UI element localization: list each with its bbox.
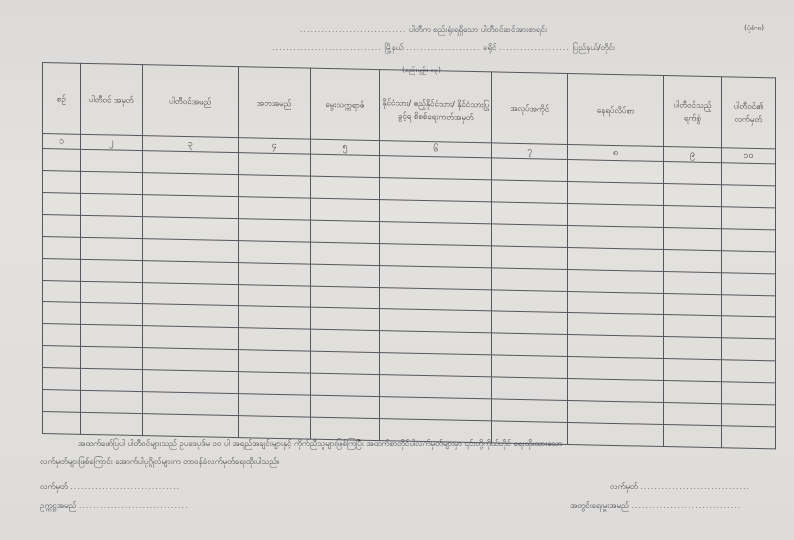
table-cell[interactable] — [142, 194, 238, 218]
table-cell[interactable] — [43, 368, 81, 391]
table-cell[interactable] — [721, 185, 775, 208]
table-cell[interactable] — [310, 264, 380, 287]
table-cell[interactable] — [142, 238, 238, 262]
table-cell[interactable] — [310, 220, 380, 243]
table-cell[interactable] — [721, 404, 775, 427]
table-cell[interactable] — [568, 269, 664, 293]
col-header-id-card: နိုင်ငံသား/ ဧည့်နိုင်ငံသား/ နိုင်ငံသားပြုခွင့်ရ စိစစ်ရေးကတ်အမှတ် — [380, 70, 492, 143]
table-cell[interactable] — [492, 158, 568, 182]
table-cell[interactable] — [380, 199, 492, 223]
table-cell[interactable] — [380, 309, 492, 333]
col-header-serial: စဉ် — [43, 63, 81, 135]
col-number: ၂ — [80, 134, 142, 150]
col-number: ၁၀ — [721, 148, 775, 164]
table-cell[interactable] — [142, 304, 238, 328]
township-label: မြို့နယ် — [384, 43, 404, 52]
table-cell[interactable] — [664, 227, 722, 250]
rule-note: (စည်းမျဥ်း ၁၃) — [402, 66, 441, 74]
table-cell[interactable] — [664, 425, 722, 448]
table-cell[interactable] — [142, 326, 238, 350]
table-cell[interactable] — [142, 173, 238, 197]
table-cell[interactable] — [80, 325, 142, 348]
table-cell[interactable] — [492, 355, 568, 379]
table-cell[interactable] — [721, 207, 775, 230]
table-cell[interactable] — [310, 373, 380, 396]
table-cell[interactable] — [380, 156, 492, 180]
table-cell[interactable] — [142, 414, 238, 438]
table-cell[interactable] — [43, 280, 81, 303]
col-number: ၉ — [664, 147, 722, 163]
certification-note-line1: အထက်ဖော်ပြပါ ပါတီဝင်များသည် ဥပဒေပုဒ်မ ၁၀ ပါ အရည်အချင်းများနှင့် ကိုက်ညီသူများဖြစ်ကြပြီး အထက်စာတိုင်ပါလက်မှတ်များမှာ ၎င်းတို့ကိုယ်တိုင် ရေးထိုးထားသော — [78, 439, 563, 448]
table-cell[interactable] — [568, 335, 664, 359]
secretary-signature-line — [610, 481, 750, 493]
col-number: ၁ — [43, 134, 81, 150]
table-cell[interactable] — [43, 192, 81, 215]
register-body — [43, 149, 776, 449]
table-cell[interactable] — [43, 412, 81, 435]
table-cell[interactable] — [43, 236, 81, 259]
table-cell[interactable] — [43, 214, 81, 237]
table-cell[interactable] — [380, 178, 492, 202]
table-cell[interactable] — [721, 294, 775, 317]
col-number: ၈ — [568, 145, 664, 162]
table-cell[interactable] — [310, 154, 380, 177]
col-header-signature: ပါတီဝင်၏ လက်မှတ် — [721, 77, 775, 149]
table-cell[interactable] — [568, 181, 664, 205]
table-cell[interactable] — [238, 262, 310, 285]
chair-name-line — [40, 500, 189, 512]
secretary-signature-field[interactable]: ............................... — [640, 482, 751, 491]
col-number: ၃ — [142, 136, 238, 153]
table-cell[interactable] — [568, 203, 664, 227]
table-cell[interactable] — [568, 401, 664, 425]
form-title: ပါတီက စည်းရုံးရရှိသော ပါတီဝင်ဆင်အားစာရင်း — [408, 25, 547, 34]
table-cell[interactable] — [664, 337, 722, 360]
chair-name-label: ဥက္ကဋ္ဌအမည် — [40, 501, 77, 510]
table-cell[interactable] — [380, 265, 492, 289]
state-label: ပြည်နယ်/တိုင်း — [572, 43, 615, 52]
table-cell[interactable] — [568, 357, 664, 381]
table-cell[interactable] — [238, 306, 310, 329]
table-cell[interactable] — [142, 348, 238, 372]
col-header-address: နေရပ်လိပ်စာ — [568, 74, 664, 147]
col-header-member-no: ပါတီဝင် အမှတ် — [80, 63, 142, 135]
table-cell[interactable] — [80, 149, 142, 172]
table-cell[interactable] — [43, 346, 81, 369]
title-dots: .............................. — [300, 25, 407, 34]
table-cell[interactable] — [238, 175, 310, 198]
table-cell[interactable] — [664, 293, 722, 316]
table-cell[interactable] — [43, 324, 81, 347]
table-cell[interactable] — [721, 272, 775, 295]
table-cell[interactable] — [492, 289, 568, 313]
table-cell[interactable] — [492, 202, 568, 226]
table-cell[interactable] — [310, 329, 380, 352]
table-cell[interactable] — [721, 382, 775, 405]
state-dots: .................... — [499, 43, 570, 52]
table-cell[interactable] — [238, 218, 310, 241]
table-cell[interactable] — [492, 246, 568, 270]
table-cell[interactable] — [238, 328, 310, 351]
table-cell[interactable] — [568, 313, 664, 337]
form-code: (ပုံစံ-၈) — [744, 24, 764, 32]
table-cell[interactable] — [238, 153, 310, 176]
table-cell[interactable] — [380, 375, 492, 399]
table-cell[interactable] — [492, 399, 568, 423]
col-number: ၆ — [380, 141, 492, 158]
table-cell[interactable] — [568, 379, 664, 403]
table-cell[interactable] — [380, 221, 492, 245]
table-cell[interactable] — [664, 249, 722, 272]
table-cell[interactable] — [380, 397, 492, 421]
table-cell[interactable] — [43, 149, 81, 172]
table-cell[interactable] — [43, 302, 81, 325]
table-cell[interactable] — [80, 412, 142, 435]
table-cell[interactable] — [721, 163, 775, 186]
table-cell[interactable] — [664, 162, 722, 185]
table-cell[interactable] — [568, 423, 664, 447]
table-cell[interactable] — [80, 347, 142, 370]
table-cell[interactable] — [380, 331, 492, 355]
col-number: ၄ — [238, 138, 310, 155]
table-cell[interactable] — [80, 390, 142, 413]
table-cell[interactable] — [664, 359, 722, 382]
table-cell[interactable] — [721, 426, 775, 449]
table-cell[interactable] — [80, 281, 142, 304]
table-cell[interactable] — [80, 237, 142, 260]
table-cell[interactable] — [380, 243, 492, 267]
table-cell[interactable] — [43, 258, 81, 281]
table-cell[interactable] — [721, 316, 775, 339]
table-cell[interactable] — [310, 395, 380, 418]
table-cell[interactable] — [238, 394, 310, 417]
col-header-birth-date: မွေးသက္ကရာဇ် — [310, 68, 380, 140]
table-cell[interactable] — [43, 170, 81, 193]
table-cell[interactable] — [142, 370, 238, 394]
table-cell[interactable] — [238, 350, 310, 373]
col-header-member-name: ပါတီဝင်အမည် — [142, 65, 238, 138]
table-cell[interactable] — [492, 180, 568, 204]
secretary-name-label: အတွင်းရေးမှူးအမည် — [570, 501, 629, 510]
table-cell[interactable] — [568, 160, 664, 184]
table-cell[interactable] — [492, 268, 568, 292]
table-cell[interactable] — [492, 311, 568, 335]
table-cell[interactable] — [142, 392, 238, 416]
table-cell[interactable] — [238, 196, 310, 219]
table-cell[interactable] — [568, 291, 664, 315]
table-cell[interactable] — [238, 240, 310, 263]
secretary-signature-label: လက်မှတ် — [610, 482, 638, 491]
chair-name-field[interactable]: ............................... — [78, 501, 189, 510]
table-cell[interactable] — [721, 360, 775, 383]
table-cell[interactable] — [238, 284, 310, 307]
location-line — [272, 42, 615, 54]
table-cell[interactable] — [492, 224, 568, 248]
table-cell[interactable] — [80, 215, 142, 238]
table-cell[interactable] — [142, 216, 238, 240]
table-cell[interactable] — [664, 183, 722, 206]
secretary-name-field[interactable]: ............................... — [631, 501, 742, 510]
table-cell[interactable] — [80, 193, 142, 216]
table-cell[interactable] — [310, 351, 380, 374]
table-cell[interactable] — [492, 333, 568, 357]
table-cell[interactable] — [238, 372, 310, 395]
table-cell[interactable] — [142, 282, 238, 306]
table-cell[interactable] — [664, 315, 722, 338]
member-register-table — [42, 62, 776, 449]
township-dots: ............................... — [272, 43, 382, 52]
table-cell[interactable] — [310, 198, 380, 221]
table-cell[interactable] — [310, 308, 380, 331]
table-cell[interactable] — [492, 377, 568, 401]
col-number: ၅ — [310, 139, 380, 155]
table-cell[interactable] — [721, 250, 775, 273]
chair-signature-line — [40, 481, 180, 493]
table-cell[interactable] — [43, 390, 81, 413]
table-cell[interactable] — [80, 171, 142, 194]
table-cell[interactable] — [142, 151, 238, 175]
table-cell[interactable] — [664, 381, 722, 404]
district-label: ခရိုင် — [482, 43, 497, 52]
table-cell[interactable] — [80, 259, 142, 282]
table-cell[interactable] — [310, 176, 380, 199]
secretary-name-line — [570, 500, 741, 512]
col-header-occupation: အလုပ်အကိုင် — [492, 72, 568, 145]
form-title-line — [300, 24, 547, 36]
col-header-join-date: ပါတီဝင်သည့် ရက်စွဲ — [664, 76, 722, 148]
table-cell[interactable] — [721, 338, 775, 361]
table-cell[interactable] — [380, 353, 492, 377]
table-cell[interactable] — [664, 205, 722, 228]
table-cell[interactable] — [664, 271, 722, 294]
certification-note-line2: လက်မှတ်များဖြစ်ကြောင်း အောက်ပါပုဂ္ဂိုလ်များက တာဝန်ခံလက်မှတ်ရေးထိုးပါသည်။ — [40, 457, 280, 466]
table-cell[interactable] — [80, 369, 142, 392]
table-cell[interactable] — [568, 225, 664, 249]
district-dots: ..................... — [406, 43, 481, 52]
table-cell[interactable] — [310, 242, 380, 265]
chair-signature-label: လက်မှတ် — [40, 482, 68, 491]
table-cell[interactable] — [664, 403, 722, 426]
col-number: ၇ — [492, 143, 568, 160]
table-cell[interactable] — [238, 416, 310, 439]
table-cell[interactable] — [380, 287, 492, 311]
table-cell[interactable] — [80, 303, 142, 326]
table-cell[interactable] — [721, 228, 775, 251]
col-header-father-name: အဘအမည် — [238, 67, 310, 140]
table-cell[interactable] — [310, 286, 380, 309]
table-cell[interactable] — [568, 247, 664, 271]
table-cell[interactable] — [142, 260, 238, 284]
chair-signature-field[interactable]: ............................... — [70, 482, 181, 491]
